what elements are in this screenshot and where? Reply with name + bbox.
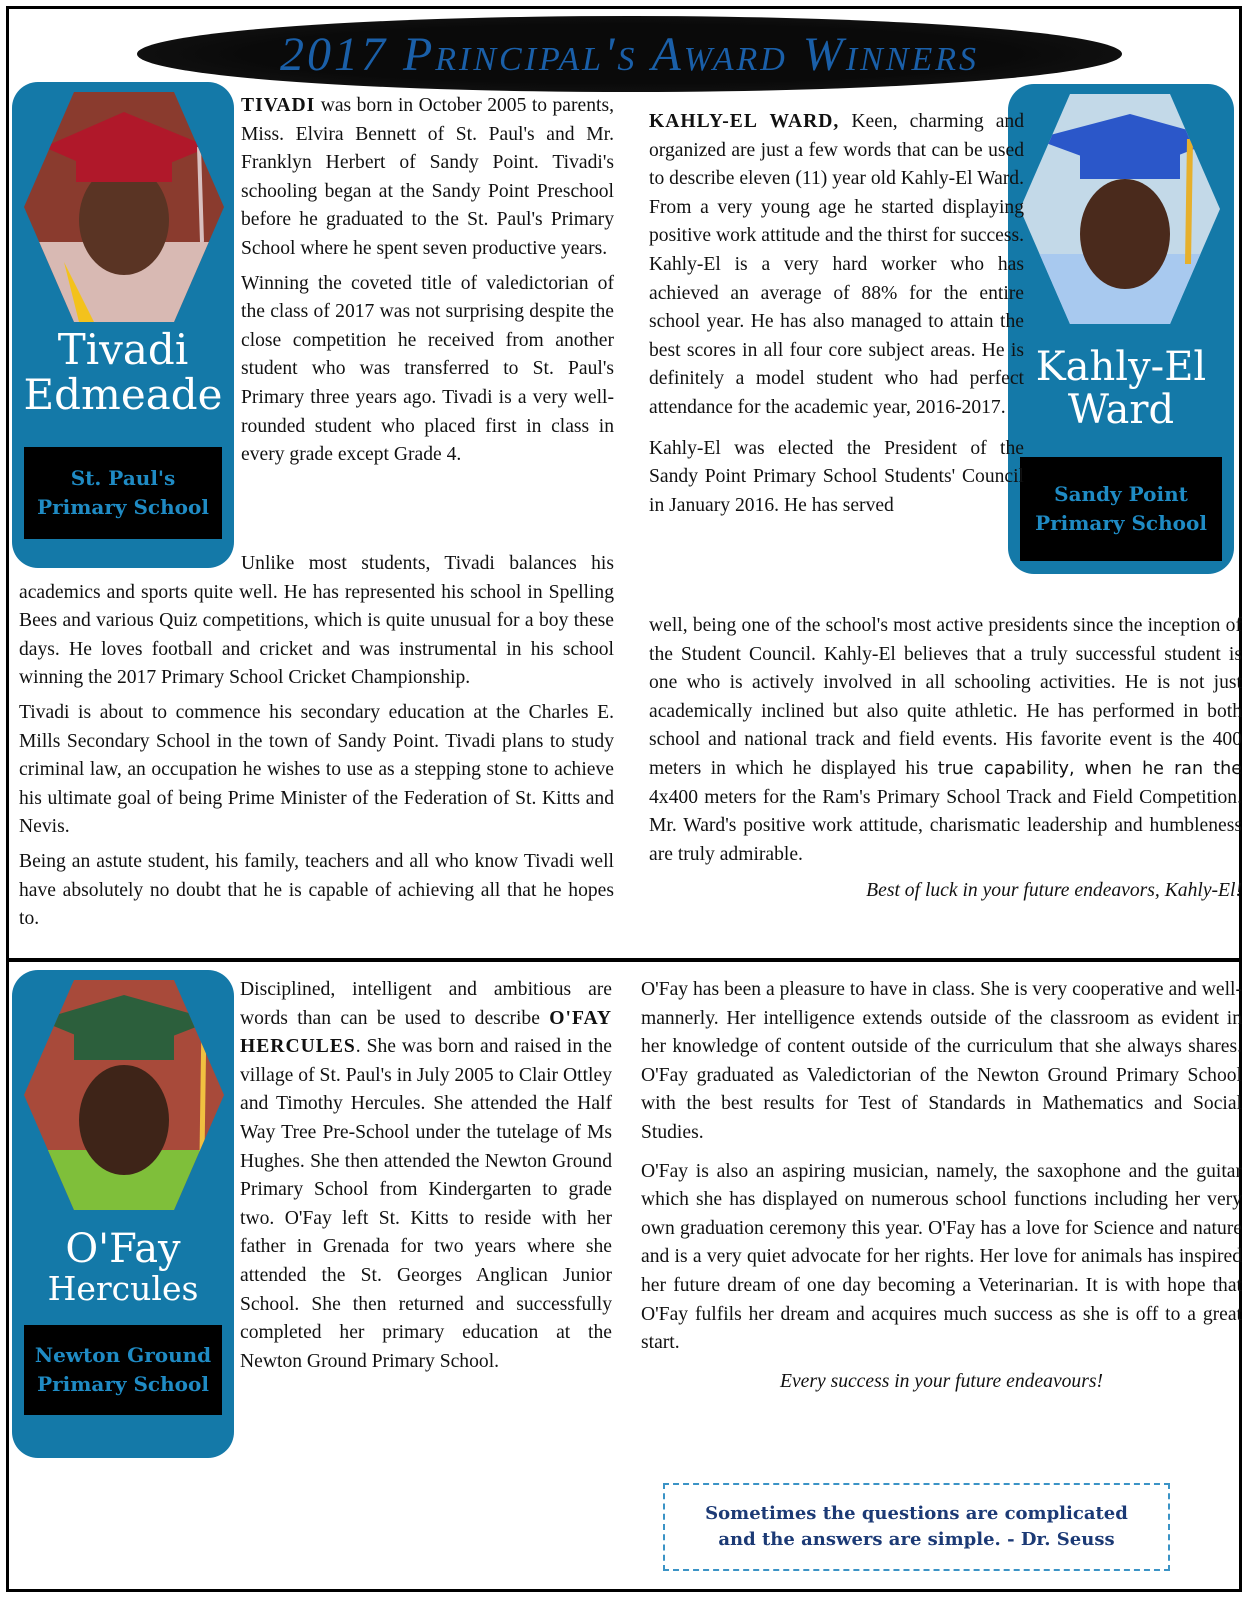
bio-paragraph: O'Fay has been a pleasure to have in class. She is very cooperative and well-mannerly. Her intelligence extends outside of the classroom as evident in her knowledge of content outside of the curriculum that she always shares. O'Fay graduated as Valedictorian of the Newton Ground Primary School with the best results for Test of Standards in Mathematics and Social Studies. [641, 979, 1242, 1143]
bio-paragraph [241, 92, 614, 264]
ofay-bio-right [641, 976, 1242, 1402]
school-line2: Primary School [1035, 511, 1207, 535]
school-line2: Primary School [37, 495, 209, 519]
quote-box [663, 1483, 1170, 1571]
bio-text: . She was born and raised in the village of St. Paul's in July 2005 to Clair Ottley and Timothy Hercules. She attended the Half Way Tree Pre-School under the tutelage of Ms Hughes. She then attended the Newton Ground Primary School from Kindergarten to grade two. O'Fay left St. Kitts to reside with her father in Grenada for two years where she attended the St. Georges Anglican Junior School. She then returned and successfully completed her primary education at the Newton Ground Primary School. [240, 1036, 612, 1372]
school-line1: St. Paul's [70, 466, 176, 490]
winner-last-name: Hercules [47, 1269, 199, 1309]
quote-line1: Sometimes the questions are complicated [705, 1503, 1128, 1524]
graduate-portrait-blue-cap-icon [1020, 94, 1220, 324]
closing-line: Best of luck in your future endeavors, Kahly-El! [866, 880, 1242, 902]
winner-last-name: Ward [1067, 387, 1175, 434]
tivadi-bio-top [241, 92, 614, 476]
lead-name: KAHLY-EL WARD, [649, 111, 840, 132]
school-label [1020, 457, 1222, 561]
winner-name [12, 327, 234, 418]
bio-text: well, being one of the school's most active presidents since the inception of the Student Council. Kahly-El believes that a truly successful student is one who is actively involved in all schooling activities. He is not just academically inclined but also quite athletic. He has performed in both school and national track and field events. His favorite event is the 400 meters in which he displayed his [649, 615, 1242, 779]
profile-card-tivadi [12, 82, 234, 568]
bio-paragraph [649, 612, 1242, 869]
school-label [24, 447, 222, 539]
ofay-bio-left [240, 976, 612, 1382]
closing-line: Every success in your future endeavours! [779, 1370, 1104, 1392]
bio-paragraph: Winning the coveted title of valedictorian of the class of 2017 was not surprising despite the close competition he received from another student who was transferred to St. Paul's Primary three years ago. Tivadi is a very well-rounded student who placed first in class in every grade except Grade 4. [241, 272, 614, 466]
lead-name: TIVADI [241, 95, 316, 116]
winner-last-name: Edmeade [23, 370, 223, 420]
title-banner [137, 16, 1122, 92]
bio-paragraph: Unlike most students, Tivadi balances his academics and sports quite well. He has represented his school in Spelling Bees and various Quiz competitions, which is quite unusual for a boy these days. He loves football and cricket and was instrumental in his school winning the 2017 Primary School Cricket Championship. [19, 553, 614, 689]
bio-text: was born in October 2005 to parents, Miss. Elvira Bennett of St. Paul's and Mr. Franklyn Herbert of Sandy Point. Tivadi's schooling began at the Sandy Point Preschool before he graduated to the St. Paul's Primary School where he spent seven productive years. [241, 95, 614, 259]
bio-text-alt-font: true capability, when he ran the [937, 758, 1242, 779]
bio-paragraph: Tivadi is about to commence his secondary education at the Charles E. Mills Secondary School in the town of Sandy Point. Tivadi plans to study criminal law, an occupation he wishes to use as a stepping stone to achieve his ultimate goal of being Prime Minister of the Federation of St. Kitts and Nevis. [19, 701, 614, 838]
kahly-el-bio-top [649, 108, 1024, 526]
bio-paragraph: Kahly-El was elected the President of the Sandy Point Primary School Students' Council in January 2016. He has served [649, 437, 1024, 516]
bio-text: Keen, charming and organized are just a few words that can be used to describe eleven (11) year old Kahly-El Ward. From a very young age he started displaying positive work attitude and the thirst for success. Kahly-El is a very hard worker who has achieved an average of 88% for the entire school year. He has also managed to attain the best scores in all four core subject areas. He is definitely a model student who had perfect attendance for the academic year, 2016-2017. [649, 111, 1024, 418]
winner-name [1008, 346, 1234, 432]
bio-paragraph: O'Fay is also an aspiring musician, namely, the saxophone and the guitar which she has displayed on numerous school functions including her very own graduation ceremony this year. O'Fay has a love for Science and nature and is a very quiet advocate for her rights. Her love for animals has inspired her future dream of one day becoming a Veterinarian. It is with hope that O'Fay fulfils her dream and acquires much success as she is off to a great start. [641, 1160, 1242, 1354]
lead-name: O'FAY HERCULES [240, 1007, 612, 1058]
profile-card-ofay [12, 970, 234, 1458]
winner-name [12, 1228, 234, 1307]
winner-first-name: O'Fay [65, 1226, 181, 1272]
bio-text: Disciplined, intelligent and ambitious are words than can be used to describe [240, 979, 612, 1029]
graduate-portrait-green-cap-icon [24, 980, 224, 1210]
school-line1: Newton Ground [34, 1343, 212, 1367]
kahly-el-bio-bottom [649, 612, 1242, 912]
winner-first-name: Kahly-El [1035, 344, 1207, 390]
bio-paragraph [649, 108, 1024, 423]
quote-line2: and the answers are simple. - Dr. Seuss [718, 1529, 1115, 1550]
school-line2: Primary School [37, 1372, 209, 1396]
winner-first-name: Tivadi [57, 325, 189, 374]
bio-paragraph [240, 976, 612, 1376]
graduate-portrait-red-cap-icon [24, 92, 224, 322]
bio-text: 4x400 meters for the Ram's Primary School Track and Field Competition. Mr. Ward's positive work attitude, charismatic leadership and humbleness are truly admirable. [649, 786, 1242, 865]
tivadi-bio-bottom [19, 550, 614, 940]
school-line1: Sandy Point [1054, 482, 1188, 506]
page-title: 2017 Principal's Award Winners [279, 27, 980, 81]
section-divider [6, 958, 1242, 962]
bio-paragraph: Being an astute student, his family, teachers and all who know Tivadi well have absolutely no doubt that he is capable of achieving all that he hopes to. [19, 850, 614, 930]
profile-card-kahly-el [1008, 84, 1234, 574]
school-label [24, 1325, 222, 1415]
